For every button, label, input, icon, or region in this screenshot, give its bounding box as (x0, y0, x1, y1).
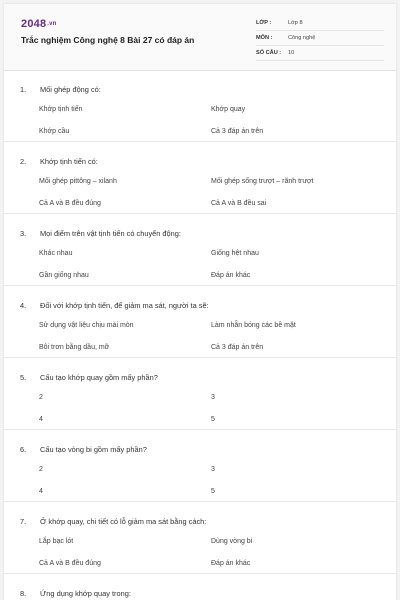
question-item (4, 574, 396, 600)
answer-option[interactable]: 5 (211, 488, 215, 495)
answer-option[interactable]: Sử dụng vật liệu chịu mài mòn (39, 322, 134, 329)
meta-value: Công nghệ (288, 35, 316, 41)
question-number: 3. (20, 229, 27, 238)
answer-option[interactable]: Khớp tịnh tiến (39, 106, 83, 113)
question-number: 5. (20, 373, 27, 382)
answer-option[interactable]: Dùng vòng bi (211, 538, 253, 545)
answer-option[interactable]: Cả 3 đáp án trên (211, 128, 264, 135)
answer-option[interactable]: 2 (39, 394, 43, 401)
answer-option[interactable]: Làm nhẵn bóng các bề mặt (211, 322, 296, 329)
meta-key: LỚP : (256, 20, 272, 26)
answer-option[interactable]: Bôi trơn bằng dầu, mỡ (39, 344, 110, 351)
question-text: Cấu tạo khớp quay gồm mấy phần? (40, 373, 158, 382)
answer-option[interactable]: Lắp bạc lót (39, 538, 74, 545)
meta-key: MÔN : (256, 35, 273, 41)
logo-text: 2048 (21, 18, 47, 30)
meta-key: SỐ CÂU : (256, 50, 282, 56)
answer-option[interactable]: Đáp án khác (211, 560, 251, 567)
question-number: 4. (20, 301, 27, 310)
worksheet-page (4, 4, 396, 600)
meta-table (256, 16, 384, 61)
answer-option[interactable]: Gần giống nhau (39, 272, 89, 279)
answer-option[interactable]: Mối ghép sống trượt – rãnh trượt (211, 178, 314, 185)
question-text: Mối ghép động có: (40, 85, 101, 94)
question-text: Cấu tạo vòng bi gồm mấy phần? (40, 445, 147, 454)
question-number: 2. (20, 157, 27, 166)
question-text: Ứng dụng khớp quay trong: (40, 589, 131, 598)
question-item (4, 142, 396, 214)
logo-suffix: .vn (47, 21, 57, 28)
question-item (4, 358, 396, 430)
question-item (4, 214, 396, 286)
meta-value: Lớp 8 (288, 20, 303, 26)
question-item (4, 70, 396, 142)
answer-option[interactable]: Khớp quay (211, 106, 246, 113)
question-item (4, 502, 396, 574)
answer-option[interactable]: Giống hệt nhau (211, 250, 259, 257)
site-logo[interactable] (21, 18, 57, 30)
answer-option[interactable]: 4 (39, 488, 43, 495)
question-text: Khớp tịnh tiến có: (40, 157, 98, 166)
answer-option[interactable]: 2 (39, 466, 43, 473)
answer-option[interactable]: Cả A và B đều sai (211, 200, 267, 207)
answer-option[interactable]: Cả A và B đều đúng (39, 560, 101, 567)
question-list (4, 70, 396, 600)
question-text: Ở khớp quay, chi tiết có lỗ giảm ma sát bằng cách: (40, 517, 207, 526)
answer-option[interactable]: Khác nhau (39, 250, 73, 257)
question-number: 8. (20, 589, 27, 598)
question-number: 7. (20, 517, 27, 526)
answer-option[interactable]: Cả 3 đáp án trên (211, 344, 264, 351)
meta-row-count (256, 46, 384, 61)
question-text: Đối với khớp tịnh tiến, để giảm ma sát, người ta sẽ: (40, 301, 209, 310)
question-item (4, 430, 396, 502)
answer-option[interactable]: Mối ghép pittông – xilanh (39, 178, 117, 185)
answer-option[interactable]: Cả A và B đều đúng (39, 200, 101, 207)
meta-row-subject (256, 31, 384, 46)
answer-option[interactable]: Đáp án khác (211, 272, 251, 279)
question-item (4, 286, 396, 358)
question-text: Mọi điểm trên vật tịnh tiến có chuyển động: (40, 229, 181, 238)
page-title: Trắc nghiệm Công nghệ 8 Bài 27 có đáp án (21, 35, 195, 45)
question-number: 1. (20, 85, 27, 94)
answer-option[interactable]: 4 (39, 416, 43, 423)
answer-option[interactable]: Khớp cầu (39, 128, 70, 135)
worksheet-header (4, 4, 396, 71)
answer-option[interactable]: 3 (211, 466, 215, 473)
meta-row-class (256, 16, 384, 31)
question-number: 6. (20, 445, 27, 454)
meta-value: 10 (288, 50, 295, 56)
answer-option[interactable]: 5 (211, 416, 215, 423)
answer-option[interactable]: 3 (211, 394, 215, 401)
